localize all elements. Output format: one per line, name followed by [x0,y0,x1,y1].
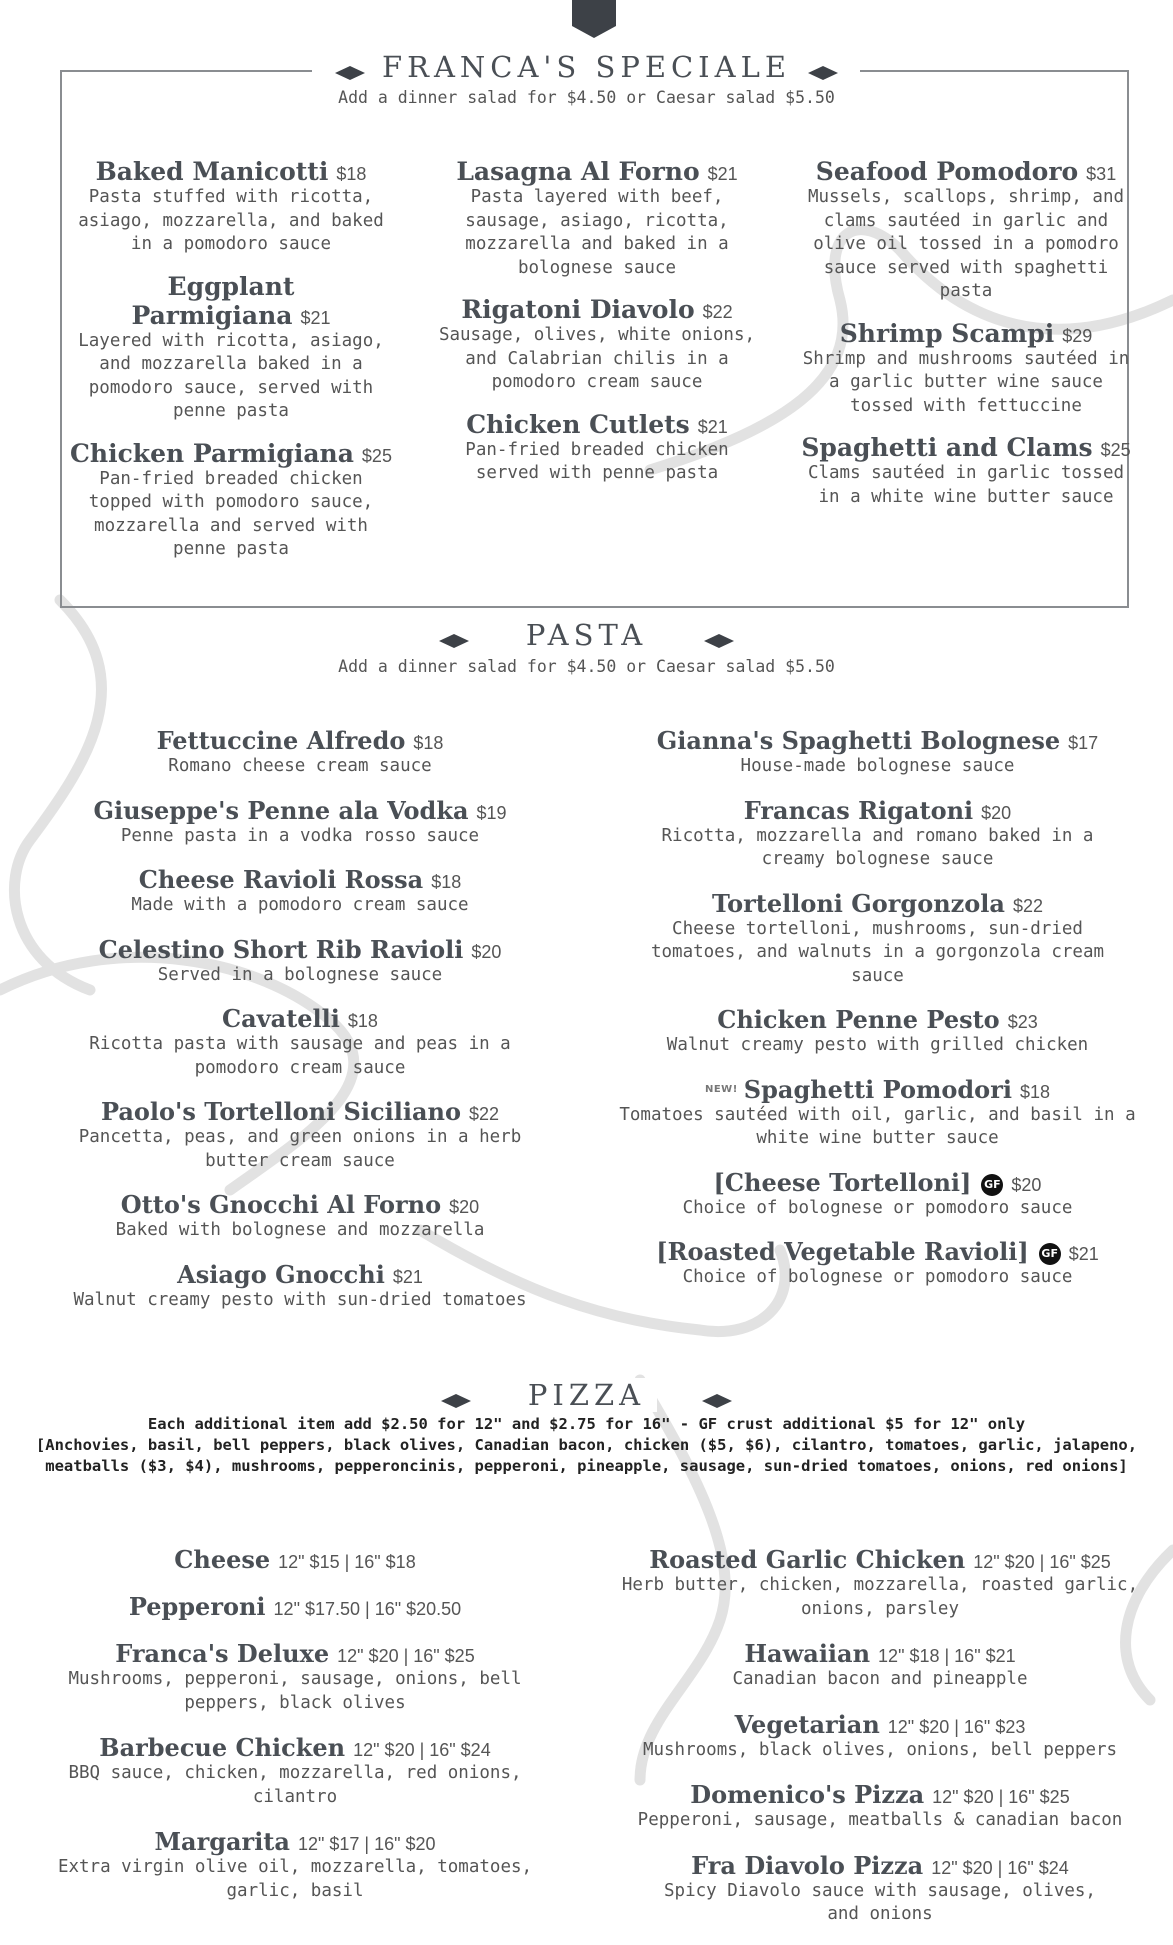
item-price: $20 [471,941,502,962]
item-description: Walnut creamy pesto with sun-dried tomatoes [73,1289,527,1310]
item-name: Fra Diavolo Pizza [691,1850,924,1880]
menu-item [20,726,580,779]
item-description: Extra virgin olive oil, mozzarella, tomatoes, garlic, basil [57,1857,533,1901]
item-price: $31 [1086,164,1117,184]
item-description: Romano cheese cream sauce [168,756,432,776]
top-tab-icon [572,0,616,38]
item-name: Vegetarian [734,1709,880,1739]
item-name: Shrimp Scampi [839,318,1055,348]
item-price: 12" $20 | 16" $25 [932,1787,1070,1807]
menu-item [600,1075,1155,1151]
item-description: Penne pasta in a vodka rosso sauce [120,825,480,846]
diamond-left-icon [439,634,469,648]
item-description: Canadian bacon and pineapple [732,1669,1028,1689]
menu-item [66,157,396,257]
item-price: $19 [476,802,507,823]
menu-item [605,1851,1155,1927]
item-name: Cheese Ravioli Rossa [138,865,424,894]
item-name: Otto's Gnocchi Al Forno [120,1190,442,1219]
item-description: Ricotta pasta with sausage and peas in a pomodoro cream sauce [89,1034,511,1078]
menu-item [600,796,1155,872]
item-price: $20 [981,802,1012,823]
menu-item [600,889,1155,989]
pasta-header [0,618,1173,652]
item-price: $21 [300,307,331,328]
item-name: Rigatoni Diavolo [461,295,695,324]
item-description: Pan-fried breaded chicken topped with pomodoro sauce, mozzarella and served with penne pasta [88,468,374,559]
item-price: $17 [1068,733,1099,753]
menu-item [432,410,762,486]
item-price: $22 [702,302,733,322]
item-description: Clams sautéed in garlic tossed in a white wine butter sauce [807,463,1125,507]
speciale-subtitle: Add a dinner salad for $4.50 or Caesar salad $5.50 [338,88,835,107]
item-price: $21 [697,416,728,437]
item-price: $22 [1012,895,1043,916]
item-name: Spaghetti Pomodori [743,1074,1012,1104]
menu-item [40,1592,550,1621]
item-description: Choice of bolognese or pomodoro sauce [682,1197,1073,1218]
menu-item [796,319,1136,419]
item-name: Gianna's Spaghetti Bolognese [656,726,1061,755]
menu-item [20,796,580,849]
item-description: Pancetta, peas, and green onions in a herb butter cream sauce [78,1127,522,1171]
menu-item [20,1004,580,1080]
item-name: Lasagna Al Forno [456,157,700,186]
menu-item [432,295,762,395]
item-name: Chicken Penne Pesto [717,1005,1000,1034]
item-name: Eggplant Parmigiana [131,271,295,330]
new-badge: NEW! [704,1083,738,1095]
item-price: $21 [392,1266,423,1287]
item-description: Ricotta, mozzarella and romano baked in a creamy bolognese sauce [661,825,1094,869]
item-name: Seafood Pomodoro [815,157,1079,186]
menu-item [20,865,580,918]
item-price: $20 [1011,1174,1042,1195]
item-name: Cavatelli [222,1004,340,1033]
item-price: $25 [361,445,392,466]
item-price: $18 [1019,1081,1050,1102]
item-name: Fettuccine Alfredo [156,726,406,755]
item-name: Tortelloni Gorgonzola [711,888,1005,918]
item-price: 12" $20 | 16" $25 [973,1552,1111,1572]
item-description: Pasta stuffed with ricotta, asiago, mozzarella, and baked in a pomodoro sauce [78,187,384,254]
menu-item [20,935,580,988]
diamond-right-icon [808,66,838,80]
item-description: Choice of bolognese or pomodoro sauce [682,1267,1073,1287]
pasta-column-left [20,726,580,1329]
pasta-subtitle: Add a dinner salad for $4.50 or Caesar salad $5.50 [338,657,835,676]
menu-item [40,1733,550,1809]
menu-item [605,1710,1155,1763]
item-price: $18 [347,1011,378,1031]
item-description: Herb butter, chicken, mozzarella, roasted garlic, onions, parsley [621,1575,1139,1619]
item-name: Spaghetti and Clams [801,433,1093,462]
item-description: Spicy Diavolo sauce with sausage, olives, and onions [664,1880,1096,1924]
item-description: House-made bolognese sauce [740,756,1015,776]
speciale-column-2 [432,157,762,501]
menu-item [600,1237,1155,1290]
item-name: Domenico's Pizza [690,1780,925,1809]
gluten-free-icon: GF [1039,1243,1061,1265]
item-price: 12" $20 | 16" $25 [337,1646,475,1666]
item-name: Francas Rigatoni [743,795,974,825]
item-price: $29 [1062,325,1093,346]
item-name: Celestino Short Rib Ravioli [98,934,464,964]
menu-item [796,433,1136,509]
item-description: Layered with ricotta, asiago, and mozzarella baked in a pomodoro sauce, served with penne pasta [78,330,384,421]
pizza-toppings-list: [Anchovies, basil, bell peppers, black olives, Canadian bacon, chicken ($5, $6), cilantro, tomatoes, garlic, jalapeno, meatballs ($3, $4), mushrooms, pepperoncinis, pepperoni, pineapple, sausage, sun-dried tomatoes, onions, red onions] [35,1436,1138,1475]
pizza-column-left [40,1545,550,1921]
item-name: Chicken Parmigiana [70,438,354,468]
item-price: $21 [1068,1244,1099,1264]
menu-item [66,272,396,424]
item-price: $25 [1100,440,1131,460]
pizza-title: PIZZA [516,1378,657,1412]
item-name: Baked Manicotti [95,157,329,186]
menu-item [66,439,396,562]
menu-item [40,1545,550,1574]
item-price: $22 [468,1104,500,1124]
diamond-left-icon [335,66,365,80]
menu-item [796,157,1136,304]
gluten-free-icon: GF [981,1174,1003,1196]
item-name: Margarita [154,1827,290,1856]
menu-item [605,1780,1155,1833]
menu-item [20,1097,580,1173]
menu-item [600,1005,1155,1058]
menu-item [20,1190,580,1243]
item-description: Pepperoni, sausage, meatballs & canadian bacon [637,1810,1123,1830]
pasta-title: PASTA [514,618,659,652]
item-price: $18 [413,733,444,753]
item-price: 12" $18 | 16" $21 [878,1646,1016,1666]
item-description: Mussels, scallops, shrimp, and clams sautéed in garlic and olive oil tossed in a pomodro sauce served with spaghetti pasta [807,187,1125,301]
item-price: 12" $20 | 16" $23 [887,1716,1026,1737]
item-description: Tomatoes sautéed with oil, garlic, and basil in a white wine butter sauce [619,1104,1136,1148]
item-price: $20 [449,1197,480,1217]
item-price: 12" $15 | 16" $18 [278,1552,416,1572]
item-name: [Roasted Vegetable Ravioli] [656,1237,1029,1266]
pizza-column-right [605,1545,1155,1945]
item-description: Made with a pomodoro cream sauce [131,895,469,915]
item-description: Baked with bolognese and mozzarella [115,1220,485,1240]
pasta-column-right [600,726,1155,1307]
menu-item [432,157,762,280]
speciale-header [0,50,1173,84]
item-description: BBQ sauce, chicken, mozzarella, red onions, cilantro [68,1763,522,1807]
item-price: $21 [707,164,738,184]
pizza-extra-item-note: Each additional item add $2.50 for 12" and $2.75 for 16" - GF crust additional $5 for 12" only [147,1415,1026,1433]
item-price: 12" $17.50 | 16" $20.50 [273,1599,462,1619]
item-price: 12" $20 | 16" $24 [353,1740,491,1760]
item-name: Cheese [174,1545,271,1574]
item-name: Hawaiian [744,1639,871,1668]
item-description: Cheese tortelloni, mushrooms, sun-dried tomatoes, and walnuts in a gorgonzola cream sauce [650,918,1105,986]
menu-item [605,1545,1155,1621]
diamond-left-icon [441,1394,471,1408]
speciale-column-1 [66,157,396,577]
item-name: Roasted Garlic Chicken [649,1545,966,1574]
speciale-title: FRANCA'S SPECIALE [370,50,803,84]
pizza-header [0,1378,1173,1412]
menu-item [40,1827,550,1903]
item-name: Pepperoni [128,1592,266,1621]
menu-item [20,1260,580,1313]
speciale-column-3 [796,157,1136,524]
item-price: $23 [1007,1012,1038,1032]
item-description: Pasta layered with beef, sausage, asiago, ricotta, mozzarella and baked in a bolognese sauce [465,187,729,278]
item-description: Walnut creamy pesto with grilled chicken [666,1035,1089,1055]
menu-item [40,1639,550,1715]
item-name: Giuseppe's Penne ala Vodka [93,795,469,825]
item-price: $18 [336,164,367,184]
item-name: Barbecue Chicken [99,1733,346,1762]
menu-item [600,1168,1155,1221]
item-name: Franca's Deluxe [115,1639,330,1668]
item-description: Mushrooms, black olives, onions, bell peppers [642,1739,1118,1760]
item-name: Asiago Gnocchi [177,1259,385,1289]
item-price: $18 [431,872,462,892]
item-description: Mushrooms, pepperoni, sausage, onions, bell peppers, black olives [68,1669,522,1713]
item-description: Sausage, olives, white onions, and Calabrian chilis in a pomodoro cream sauce [438,325,756,392]
item-name: Paolo's Tortelloni Siciliano [100,1097,461,1126]
menu-item [600,726,1155,779]
item-description: Shrimp and mushrooms sautéed in a garlic butter wine sauce tossed with fettuccine [802,348,1130,416]
item-price: 12" $17 | 16" $20 [297,1834,436,1854]
item-name: Chicken Cutlets [466,409,690,439]
diamond-right-icon [702,1394,732,1408]
item-description: Pan-fried breaded chicken served with penne pasta [465,439,729,483]
diamond-right-icon [704,634,734,648]
item-name: [Cheese Tortelloni] [713,1167,972,1197]
menu-item [605,1639,1155,1692]
item-price: 12" $20 | 16" $24 [931,1857,1069,1878]
item-description: Served in a bolognese sauce [157,964,443,985]
